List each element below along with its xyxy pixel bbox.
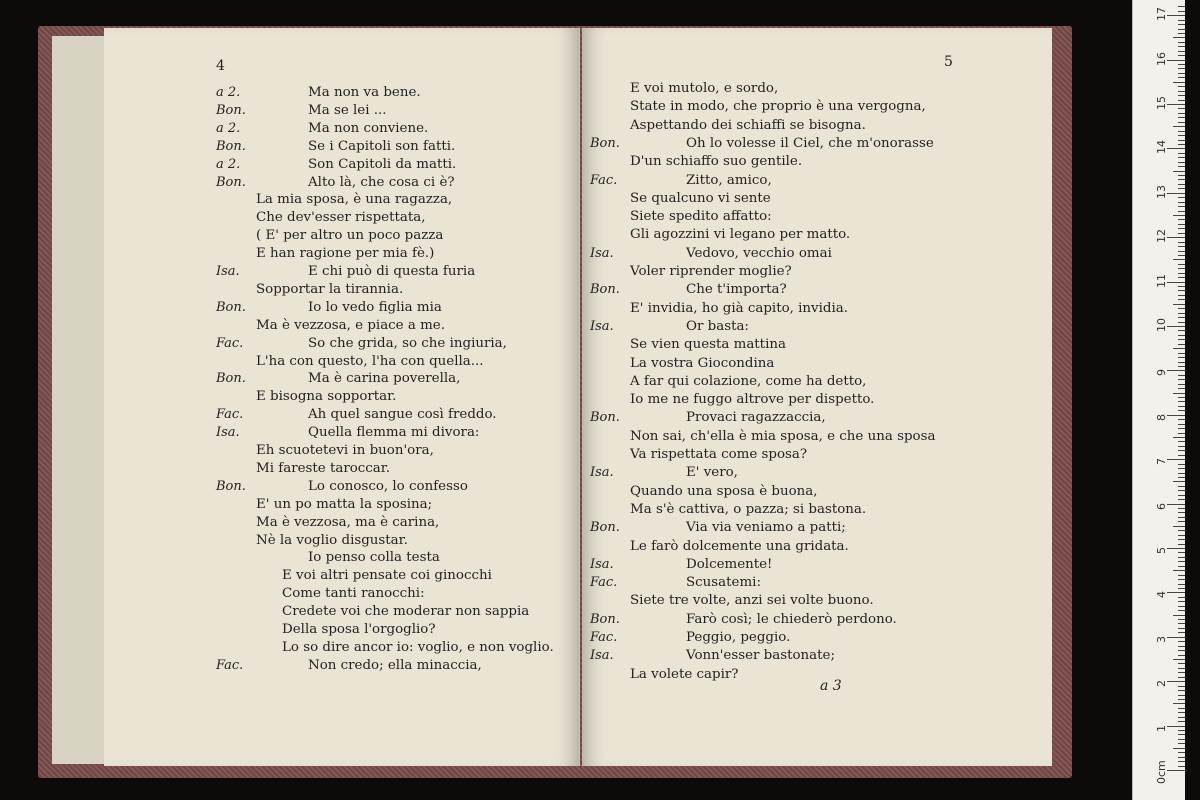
ruler-tick xyxy=(1178,761,1185,762)
ruler-tick xyxy=(1173,748,1185,749)
speaker-label: Isa. xyxy=(216,425,240,441)
ruler-tick xyxy=(1178,255,1185,256)
ruler-tick xyxy=(1178,428,1185,429)
ruler-tick xyxy=(1178,579,1185,580)
verse-text: Ma se lei ... xyxy=(308,102,387,118)
verse-text: Ma non conviene. xyxy=(308,120,429,136)
ruler-number: 12 xyxy=(1155,229,1168,244)
ruler-tick xyxy=(1178,179,1185,180)
ruler-number: 5 xyxy=(1155,547,1168,554)
verse-text: Peggio, peggio. xyxy=(686,630,791,645)
ruler-number: 7 xyxy=(1155,458,1168,466)
page-number-left: 4 xyxy=(216,58,225,74)
signature-mark: a 3 xyxy=(820,678,842,694)
verse-text: Io penso colla testa xyxy=(308,550,440,566)
speaker-label: Isa. xyxy=(216,264,240,279)
ruler-tick xyxy=(1178,384,1185,385)
ruler-tick xyxy=(1178,708,1185,709)
ruler-tick xyxy=(1178,299,1185,300)
speaker-label: Fac. xyxy=(216,335,244,351)
ruler-tick xyxy=(1178,162,1185,163)
ruler-tick xyxy=(1178,752,1185,753)
ruler-tick xyxy=(1173,526,1185,527)
ruler-tick xyxy=(1178,202,1185,203)
ruler-tick xyxy=(1178,468,1185,469)
ruler-tick xyxy=(1178,464,1185,465)
ruler-tick xyxy=(1178,153,1185,154)
ruler-tick xyxy=(1178,77,1185,78)
ruler-tick xyxy=(1178,246,1185,247)
verse-text: Ma è vezzosa, e piace a me. xyxy=(256,317,445,333)
ruler-tick xyxy=(1178,113,1185,114)
right-page xyxy=(582,28,1052,766)
ruler-tick xyxy=(1178,450,1185,451)
ruler-tick xyxy=(1178,517,1185,518)
ruler-tick xyxy=(1178,619,1185,620)
verse-text: D'un schiaffo suo gentile. xyxy=(630,154,803,170)
ruler-tick xyxy=(1178,424,1185,425)
ruler-number: 4 xyxy=(1155,591,1168,599)
ruler-tick xyxy=(1178,610,1185,611)
ruler-tick xyxy=(1178,539,1185,540)
verse-text: Le farò dolcemente una gridata. xyxy=(630,538,849,554)
ruler-tick xyxy=(1178,211,1185,212)
verse-text: Ma è carina poverella, xyxy=(308,371,461,387)
ruler-tick xyxy=(1178,322,1185,323)
verse-text: Ma non va bene. xyxy=(308,85,421,100)
ruler-tick xyxy=(1178,663,1185,664)
ruler-number: 10 xyxy=(1155,318,1168,332)
flyleaf xyxy=(52,36,112,764)
verse-text: E han ragione per mia fè.) xyxy=(256,246,435,262)
ruler-tick xyxy=(1178,233,1185,234)
speaker-label: Fac. xyxy=(216,407,244,423)
measurement-ruler xyxy=(1132,0,1185,800)
verse-text: Oh lo volesse il Ciel, che m'onorasse xyxy=(686,135,934,151)
verse-text: La vostra Giocondina xyxy=(630,355,775,371)
ruler-tick xyxy=(1178,406,1185,407)
ruler-tick xyxy=(1178,757,1185,758)
ruler-tick xyxy=(1178,144,1185,145)
ruler-tick xyxy=(1178,184,1185,185)
speaker-label: a 2. xyxy=(216,156,241,172)
verse-text: ( E' per altro un poco pazza xyxy=(256,228,444,244)
ruler-tick xyxy=(1178,473,1185,474)
verse-text: Zitto, amico, xyxy=(686,172,772,188)
verse-text: Siete tre volte, anzi sei volte buono. xyxy=(630,593,874,609)
ruler-tick xyxy=(1173,348,1185,349)
verse-text: Lo so dire ancor io: voglio, e non voglio. xyxy=(282,639,554,655)
ruler-number: 9 xyxy=(1155,369,1168,377)
ruler-tick xyxy=(1178,251,1185,252)
page-number-right: 5 xyxy=(944,54,953,70)
ruler-tick xyxy=(1173,171,1185,172)
ruler-tick xyxy=(1178,508,1185,509)
ruler-tick xyxy=(1167,459,1185,460)
verse-text: Siete spedito affatto: xyxy=(630,209,772,225)
ruler-tick xyxy=(1178,95,1185,96)
speaker-label: Fac. xyxy=(590,172,618,188)
speaker-label: Bon. xyxy=(216,478,246,494)
ruler-tick xyxy=(1178,734,1185,735)
speaker-label: Fac. xyxy=(590,630,618,645)
verse-text: Scusatemi: xyxy=(686,575,761,591)
ruler-tick xyxy=(1178,766,1185,767)
ruler-tick xyxy=(1178,122,1185,123)
ruler-tick xyxy=(1173,615,1185,616)
ruler-tick xyxy=(1178,495,1185,496)
ruler-tick xyxy=(1178,117,1185,118)
ruler-tick xyxy=(1178,410,1185,411)
speaker-label: Bon. xyxy=(216,174,246,190)
ruler-tick xyxy=(1178,335,1185,336)
ruler-tick xyxy=(1178,446,1185,447)
ruler-tick xyxy=(1178,655,1185,656)
speaker-label: Isa. xyxy=(590,556,614,572)
ruler-tick xyxy=(1178,712,1185,713)
ruler-tick xyxy=(1178,64,1185,65)
ruler-tick xyxy=(1178,477,1185,478)
ruler-tick xyxy=(1178,273,1185,274)
verse-text: Ma è vezzosa, ma è carina, xyxy=(256,514,440,530)
ruler-tick xyxy=(1178,433,1185,434)
verse-text: Che dev'esser rispettata, xyxy=(256,210,426,226)
ruler-tick xyxy=(1178,535,1185,536)
ruler-tick xyxy=(1173,259,1185,260)
ruler-tick xyxy=(1178,362,1185,363)
speaker-label: Fac. xyxy=(590,575,618,591)
ruler-tick xyxy=(1178,597,1185,598)
ruler-tick xyxy=(1178,628,1185,629)
ruler-tick xyxy=(1178,668,1185,669)
speaker-label: Bon. xyxy=(216,102,246,118)
ruler-tick xyxy=(1173,37,1185,38)
ruler-tick xyxy=(1173,304,1185,305)
ruler-tick xyxy=(1173,703,1185,704)
verse-text: Se qualcuno vi sente xyxy=(630,190,771,206)
ruler-tick xyxy=(1178,561,1185,562)
ruler-tick xyxy=(1178,339,1185,340)
verse-text: E voi mutolo, e sordo, xyxy=(630,81,779,96)
verse-text: La volete capir? xyxy=(630,666,739,682)
ruler-tick xyxy=(1178,375,1185,376)
ruler-number: 3 xyxy=(1155,635,1168,643)
verse-text: Dolcemente! xyxy=(686,556,773,572)
speaker-label: Isa. xyxy=(590,245,614,261)
verse-text: Lo conosco, lo confesso xyxy=(308,478,468,494)
ruler-tick xyxy=(1178,530,1185,531)
ruler-number: 14 xyxy=(1155,140,1168,155)
ruler-tick xyxy=(1178,242,1185,243)
ruler-tick xyxy=(1178,486,1185,487)
speaker-label: Isa. xyxy=(590,465,614,481)
speaker-label: Bon. xyxy=(590,520,620,536)
speaker-label: Bon. xyxy=(216,371,246,387)
ruler-tick xyxy=(1178,419,1185,420)
ruler-tick xyxy=(1178,317,1185,318)
verse-text: Or basta: xyxy=(686,318,749,334)
ruler-tick xyxy=(1167,282,1185,283)
ruler-tick xyxy=(1178,646,1185,647)
ruler-number: 11 xyxy=(1155,273,1168,288)
verse-text: Voler riprender moglie? xyxy=(630,264,792,279)
verse-text: Va rispettata come sposa? xyxy=(630,447,808,462)
ruler-tick xyxy=(1178,100,1185,101)
ruler-tick xyxy=(1178,24,1185,25)
verse-text: Via via veniamo a patti; xyxy=(686,520,846,536)
verse-text: Quella flemma mi divora: xyxy=(308,425,480,441)
ruler-tick xyxy=(1178,623,1185,624)
ruler-tick xyxy=(1167,104,1185,105)
ruler-tick xyxy=(1178,739,1185,740)
ruler-tick xyxy=(1178,575,1185,576)
ruler-tick xyxy=(1178,455,1185,456)
verse-text: Vonn'esser bastonate; xyxy=(686,648,835,664)
ruler-tick xyxy=(1178,29,1185,30)
verse-text: E' un po matta la sposina; xyxy=(256,496,433,512)
ruler-tick xyxy=(1178,42,1185,43)
ruler-tick xyxy=(1178,512,1185,513)
ruler-tick xyxy=(1178,557,1185,558)
ruler-tick xyxy=(1178,544,1185,545)
verse-text: Se vien questa mattina xyxy=(630,337,786,353)
ruler-tick xyxy=(1173,126,1185,127)
ruler-tick xyxy=(1167,637,1185,638)
ruler-tick xyxy=(1178,717,1185,718)
ruler-number: 6 xyxy=(1155,502,1168,510)
ruler-number: 2 xyxy=(1155,680,1168,688)
ruler-tick xyxy=(1178,672,1185,673)
verse-text: Sopportar la tirannia. xyxy=(256,281,404,297)
ruler-tick xyxy=(1178,397,1185,398)
ruler-tick xyxy=(1178,650,1185,651)
ruler-tick xyxy=(1178,388,1185,389)
ruler-tick xyxy=(1178,51,1185,52)
ruler-tick xyxy=(1173,659,1185,660)
ruler-tick xyxy=(1178,330,1185,331)
ruler-tick xyxy=(1178,730,1185,731)
ruler-tick xyxy=(1178,228,1185,229)
ruler-tick xyxy=(1178,91,1185,92)
ruler-tick xyxy=(1178,499,1185,500)
verse-text: Io me ne fuggo altrove per dispetto. xyxy=(630,392,875,408)
ruler-tick xyxy=(1167,504,1185,505)
ruler-tick xyxy=(1173,570,1185,571)
verse-text: Non sai, ch'ella è mia sposa, e che una sposa xyxy=(630,428,936,444)
ruler-tick xyxy=(1178,140,1185,141)
verse-text: Eh scuotetevi in buon'ora, xyxy=(256,443,434,458)
verse-text: Credete voi che moderar non sappia xyxy=(282,604,530,620)
verse-text: Quando una sposa è buona, xyxy=(630,483,818,499)
ruler-tick xyxy=(1178,277,1185,278)
ruler-tick xyxy=(1178,308,1185,309)
ruler-tick xyxy=(1167,237,1185,238)
ruler-tick xyxy=(1167,193,1185,194)
ruler-tick xyxy=(1178,86,1185,87)
verse-text: E bisogna sopportar. xyxy=(256,389,397,405)
ruler-tick xyxy=(1178,695,1185,696)
ruler-unit-label: 0cm xyxy=(1155,760,1168,784)
ruler-tick xyxy=(1167,15,1185,16)
ruler-tick xyxy=(1173,437,1185,438)
ruler-tick xyxy=(1178,677,1185,678)
ruler-tick xyxy=(1178,686,1185,687)
ruler-tick xyxy=(1178,641,1185,642)
ruler-tick xyxy=(1178,290,1185,291)
ruler-number: 16 xyxy=(1155,51,1168,66)
verse-text: Son Capitoli da matti. xyxy=(308,156,457,172)
ruler-tick xyxy=(1178,606,1185,607)
ruler-tick xyxy=(1178,224,1185,225)
ruler-tick xyxy=(1178,135,1185,136)
ruler-tick xyxy=(1178,157,1185,158)
ruler-tick xyxy=(1173,393,1185,394)
ruler-tick xyxy=(1178,552,1185,553)
ruler-tick xyxy=(1178,175,1185,176)
verse-text: E' vero, xyxy=(686,465,738,481)
ruler-tick xyxy=(1178,632,1185,633)
ruler-tick xyxy=(1178,743,1185,744)
ruler-tick xyxy=(1178,588,1185,589)
verse-text: La mia sposa, è una ragazza, xyxy=(256,192,453,208)
ruler-tick xyxy=(1178,313,1185,314)
ruler-tick xyxy=(1178,690,1185,691)
ruler-tick xyxy=(1178,188,1185,189)
ruler-tick xyxy=(1178,166,1185,167)
speaker-label: Bon. xyxy=(590,282,620,298)
ruler-tick xyxy=(1178,699,1185,700)
verse-text: So che grida, so che ingiuria, xyxy=(308,335,507,351)
verse-text: Nè la voglio disgustar. xyxy=(256,532,408,548)
speaker-label: Bon. xyxy=(590,135,620,151)
verse-text: Vedovo, vecchio omai xyxy=(686,245,832,261)
verse-text: A far qui colazione, come ha detto, xyxy=(630,373,867,389)
ruler-number: 13 xyxy=(1155,184,1168,199)
ruler-tick xyxy=(1167,415,1185,416)
ruler-tick xyxy=(1167,681,1185,682)
ruler-tick xyxy=(1178,55,1185,56)
ruler-tick xyxy=(1178,401,1185,402)
verse-text: E chi può di questa furia xyxy=(308,264,476,279)
ruler-tick xyxy=(1178,566,1185,567)
ruler-tick xyxy=(1178,33,1185,34)
verse-text: Come tanti ranocchi: xyxy=(282,586,425,602)
ruler-tick xyxy=(1178,6,1185,7)
ruler-tick xyxy=(1178,379,1185,380)
verse-text: Non credo; ella minaccia, xyxy=(308,657,482,673)
verse-text: Della sposa l'orgoglio? xyxy=(282,622,436,637)
ruler-number: 17 xyxy=(1155,7,1168,22)
ruler-number: 15 xyxy=(1155,96,1168,110)
speaker-label: Bon. xyxy=(216,299,246,315)
ruler-tick xyxy=(1167,548,1185,549)
ruler-tick xyxy=(1178,46,1185,47)
verse-text: Farò così; le chiederò perdono. xyxy=(686,611,897,627)
speaker-label: a 2. xyxy=(216,120,241,136)
ruler-tick xyxy=(1178,264,1185,265)
speaker-label: a 2. xyxy=(216,85,241,100)
ruler-tick xyxy=(1178,197,1185,198)
ruler-tick xyxy=(1173,215,1185,216)
speaker-label: Fac. xyxy=(216,657,244,673)
verse-text: Io lo vedo figlia mia xyxy=(308,299,442,315)
ruler-tick xyxy=(1178,286,1185,287)
ruler-tick xyxy=(1167,60,1185,61)
verse-text: Provaci ragazzaccia, xyxy=(686,410,826,426)
verse-text: Mi fareste taroccar. xyxy=(256,460,390,476)
speaker-label: Isa. xyxy=(590,648,614,664)
speaker-label: Bon. xyxy=(590,611,620,627)
ruler-tick xyxy=(1178,206,1185,207)
ruler-tick xyxy=(1178,521,1185,522)
verse-text: E voi altri pensate coi ginocchi xyxy=(282,568,492,584)
verse-text: L'ha con questo, l'ha con quella... xyxy=(256,353,484,369)
ruler-tick xyxy=(1178,366,1185,367)
ruler-tick xyxy=(1178,295,1185,296)
ruler-tick xyxy=(1178,441,1185,442)
verse-text: Gli agozzini vi legano per matto. xyxy=(630,227,851,243)
ruler-tick xyxy=(1178,20,1185,21)
speaker-label: Bon. xyxy=(216,138,246,154)
ruler-number: 1 xyxy=(1155,724,1168,732)
ruler-tick xyxy=(1178,68,1185,69)
verse-text: Se i Capitoli son fatti. xyxy=(308,138,456,154)
ruler-tick xyxy=(1167,148,1185,149)
ruler-tick xyxy=(1167,770,1185,771)
ruler-tick xyxy=(1178,268,1185,269)
ruler-tick xyxy=(1178,108,1185,109)
ruler-tick xyxy=(1173,481,1185,482)
verse-text: Ah quel sangue così freddo. xyxy=(308,407,497,423)
ruler-tick xyxy=(1178,721,1185,722)
ruler-tick xyxy=(1178,219,1185,220)
verse-text: Aspettando dei schiaffi se bisogna. xyxy=(630,117,866,133)
ruler-tick xyxy=(1178,11,1185,12)
ruler-tick xyxy=(1178,353,1185,354)
ruler-tick xyxy=(1178,490,1185,491)
ruler-tick xyxy=(1167,592,1185,593)
verse-text: Ma s'è cattiva, o pazza; si bastona. xyxy=(630,501,867,517)
ruler-tick xyxy=(1167,726,1185,727)
ruler-tick xyxy=(1167,370,1185,371)
ruler-tick xyxy=(1178,584,1185,585)
ruler-tick xyxy=(1173,82,1185,83)
speaker-label: Isa. xyxy=(590,318,614,334)
ruler-number: 8 xyxy=(1155,413,1168,421)
ruler-tick xyxy=(1178,357,1185,358)
ruler-tick xyxy=(1178,131,1185,132)
verse-text: Che t'importa? xyxy=(686,282,787,298)
verse-text: Alto là, che cosa ci è? xyxy=(308,174,455,190)
verse-text: E' invidia, ho già capito, invidia. xyxy=(630,300,848,316)
ruler-tick xyxy=(1178,73,1185,74)
ruler-tick xyxy=(1178,601,1185,602)
ruler-tick xyxy=(1167,326,1185,327)
speaker-label: Bon. xyxy=(590,410,620,426)
verse-text: State in modo, che proprio è una vergogna, xyxy=(630,99,926,115)
ruler-tick xyxy=(1178,344,1185,345)
left-page xyxy=(104,28,580,766)
